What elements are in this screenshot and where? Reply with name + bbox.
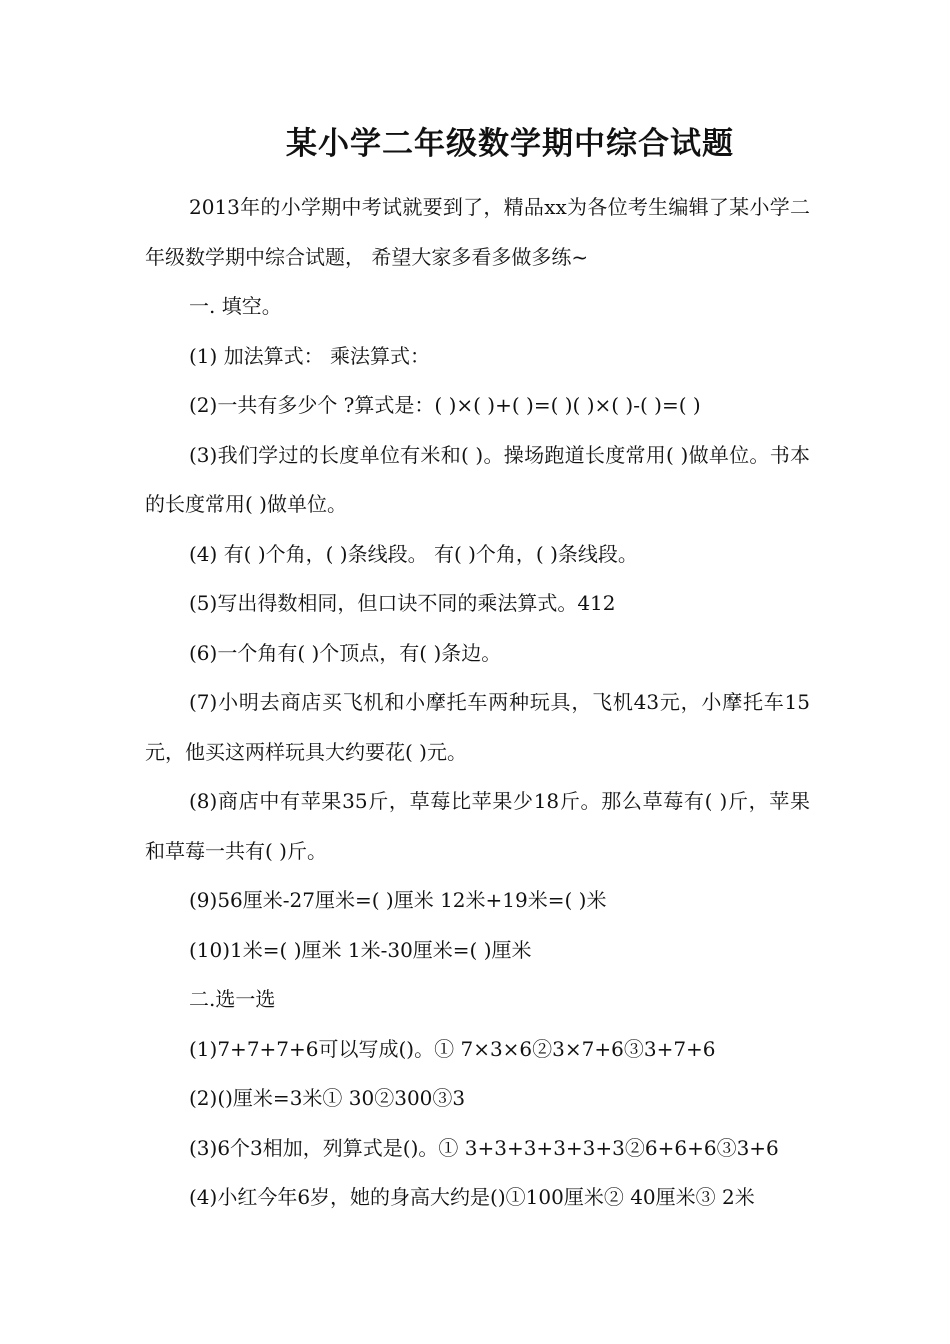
- fill-blank-item-5: (5)写出得数相同，但口诀不同的乘法算式。412: [189, 591, 616, 615]
- document-body: [145, 183, 810, 1223]
- fill-blank-item-10: (10)1米=( )厘米 1米-30厘米=( )厘米: [189, 937, 532, 962]
- fill-blank-item-8: (8)商店中有苹果35斤，草莓比苹果少18斤。那么草莓有( )斤，苹果和草莓一共有( )斤。: [145, 789, 810, 863]
- fill-blank-item-2: (2)一共有多少个 ?算式是：( )×( )+( )=( )( )×( )-( )=( ): [189, 393, 701, 417]
- fill-blank-item-3: (3)我们学过的长度单位有米和( )。操场跑道长度常用( )做单位。书本的长度常用( )做单位。: [145, 442, 810, 516]
- choice-item-2: (2)()厘米=3米① 30②300③3: [189, 1086, 466, 1110]
- choice-item-3: (3)6个3相加，列算式是()。① 3+3+3+3+3+3②6+6+6③3+6: [189, 1135, 779, 1160]
- fill-blank-item-4: (4) 有( )个角，( )条线段。 有( )个角，( )条线段。: [189, 541, 638, 566]
- fill-blank-item-7: (7)小明去商店买飞机和小摩托车两种玩具，飞机43元，小摩托车15元，他买这两样玩具大约要花( )元。: [145, 690, 810, 764]
- fill-blank-item-1: (1) 加法算式： 乘法算式：: [189, 343, 431, 368]
- fill-blank-item-9: (9)56厘米-27厘米=( )厘米 12米+19米=( )米: [189, 888, 607, 912]
- section-1-heading: 一. 填空。: [189, 294, 282, 318]
- choice-item-4: (4)小红今年6岁，她的身高大约是()①100厘米② 40厘米③ 2米: [189, 1185, 755, 1209]
- fill-blank-item-6: (6)一个角有( )个顶点，有( )条边。: [189, 640, 502, 665]
- section-2-heading: 二.选一选: [189, 987, 276, 1011]
- intro-paragraph: 2013年的小学期中考试就要到了，精品xx为各位考生编辑了某小学二年级数学期中综合试题， 希望大家多看多做多练~: [145, 195, 810, 269]
- choice-item-1: (1)7+7+7+6可以写成()。① 7×3×6②3×7+6③3+7+6: [189, 1036, 716, 1061]
- page-title: 某小学二年级数学期中综合试题: [286, 126, 734, 162]
